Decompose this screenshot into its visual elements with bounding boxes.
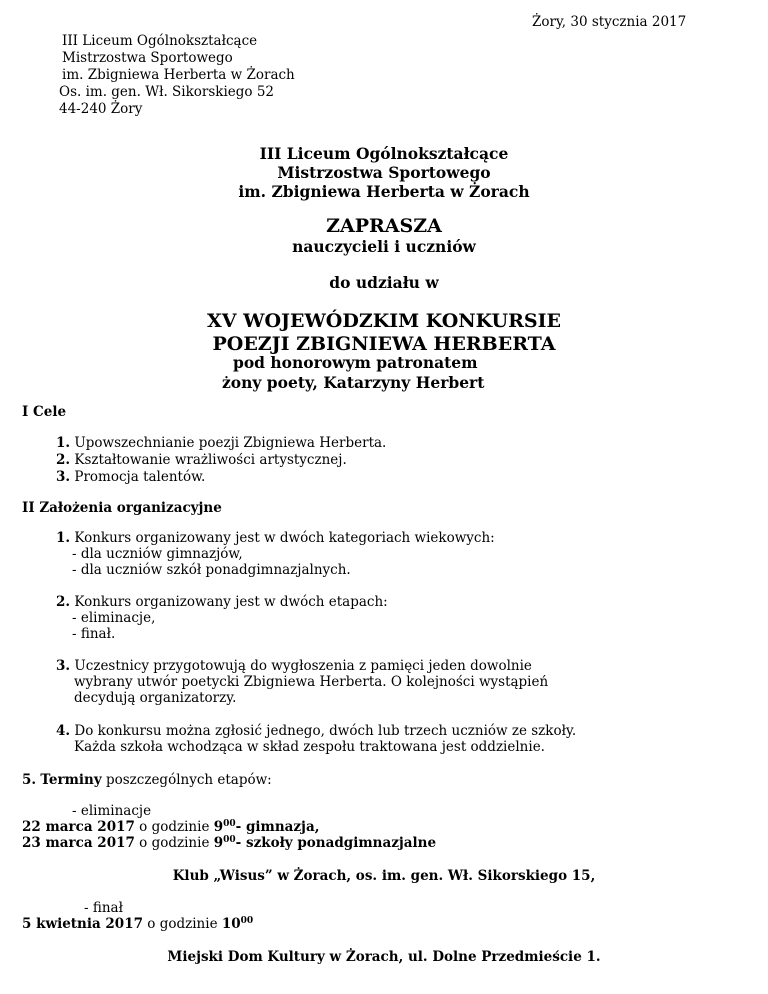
section-goals-title: I Cele [22,404,67,420]
sub-item: - finał. [72,626,116,642]
final-venue: Miejski Dom Kultury w Żorach, ul. Dolne Przedmieście 1. [167,949,601,965]
item-number: 3. [56,658,71,674]
item-continuation: Każda szkoła wchodząca w skład zespołu traktowana jest oddzielnie. [74,739,545,755]
item-text: Uczestnicy przygotowują do wygłoszenia z pamięci jeden dowolnie [74,658,532,674]
sender-line: 44-240 Żory [59,101,143,117]
elimination-label: - eliminacje [72,803,152,819]
list-item [56,435,386,452]
date-line: Żory, 30 stycznia 2017 [532,14,687,30]
participate-line: do udziału w [329,273,439,292]
item-text: Kształtowanie wrażliwości artystycznej. [74,452,347,468]
terms-bold: Terminy [40,772,102,788]
contest-title-line1: XV WOJEWÓDZKIM KONKURSIE [207,310,561,332]
contest-title-line2: POEZJI ZBIGNIEWA HERBERTA [212,333,556,355]
item-number: 2. [56,594,71,610]
list-item [56,723,576,740]
patronage-line2: żony poety, Katarzyny Herbert [222,373,485,392]
elimination-date-2: 23 marca 2017 o godzinie $9^{00}-$ szkoły ponadgimnazjalne [22,835,437,851]
final-label: - finał [84,900,123,916]
zaprasza-title: ZAPRASZA [326,215,442,237]
terms-number: 5. [22,772,37,788]
sub-item: - dla uczniów gimnazjów, [72,546,243,562]
item-text: Konkurs organizowany jest w dwóch etapach: [74,594,388,610]
item-number: 1. [56,530,71,546]
terms-rest: poszczególnych etapów: [101,772,272,788]
item-continuation: decydują organizatorzy. [74,690,237,706]
sender-line: Mistrzostwa Sportowego [62,50,233,66]
sub-item: - dla uczniów szkół ponadgimnazjalnych. [72,562,351,578]
item-number: 4. [56,723,71,739]
item-text: Promocja talentów. [74,469,206,485]
item-number: 3. [56,469,71,485]
heading-line: im. Zbigniewa Herberta w Żorach [238,182,530,201]
patronage-line1: pod honorowym patronatem [233,353,478,372]
sender-line: im. Zbigniewa Herberta w Żorach [62,67,295,83]
list-item [56,658,532,675]
item-number: 2. [56,452,71,468]
heading-line: III Liceum Ogólnokształcące [259,144,509,163]
list-item [56,530,495,547]
final-date: 5 kwietnia 2017 o godzinie $10^{00}$ [22,916,254,932]
item-text: Upowszechnianie poezji Zbigniewa Herberta. [74,435,387,451]
heading-line: Mistrzostwa Sportowego [277,163,491,182]
sub-item: - eliminacje, [72,610,156,626]
item-text: Do konkursu można zgłosić jednego, dwóch lub trzech uczniów ze szkoły. [74,723,577,739]
club-venue: Klub „Wisus” w Żorach, os. im. gen. Wł. Sikorskiego 15, [172,868,596,884]
list-item [56,452,347,469]
elimination-date-1: 22 marca 2017 o godzinie $9^{00}-$ gimnazja, [22,819,320,835]
section-organization-title: II Założenia organizacyjne [22,500,222,516]
list-item [56,469,205,486]
sender-line: III Liceum Ogólnokształcące [62,33,258,49]
item-continuation: wybrany utwór poetycki Zbigniewa Herberta. O kolejności wystąpień [74,674,549,690]
terms-heading [22,772,272,789]
sender-line: Os. im. gen. Wł. Sikorskiego 52 [59,84,275,100]
item-text: Konkurs organizowany jest w dwóch kategoriach wiekowych: [74,530,495,546]
item-number: 1. [56,435,71,451]
audience-line: nauczycieli i uczniów [292,237,476,256]
list-item [56,594,388,611]
